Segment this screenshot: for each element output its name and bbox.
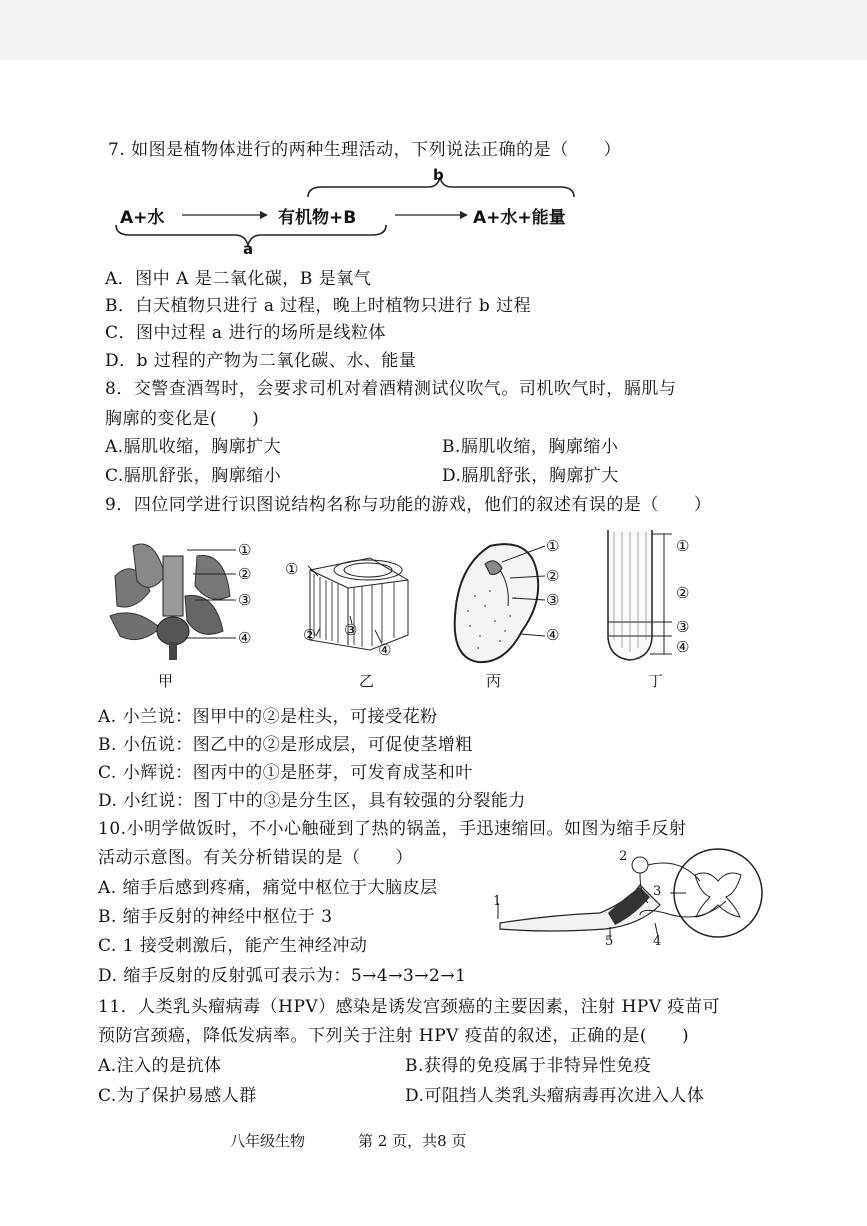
q9-stem: 9．四位同学进行识图说结构名称与功能的游戏，他们的叙述有误的是（ ） <box>105 495 712 515</box>
caption-jia: 甲 <box>158 672 174 690</box>
caption-ding: 丁 <box>648 672 664 690</box>
reflex-label-2: 2 <box>619 849 628 864</box>
seed-marker-3: ③ <box>546 591 560 609</box>
reflex-label-3: 3 <box>653 884 662 899</box>
reflex-label-5: 5 <box>605 934 614 949</box>
root-marker-4: ④ <box>676 638 690 656</box>
q11-option-c: C.为了保护易感人群 <box>98 1086 257 1106</box>
seed-marker-4: ④ <box>546 626 560 644</box>
root-marker-2: ② <box>676 584 690 602</box>
q7-stem: 7. 如图是植物体进行的两种生理活动，下列说法正确的是（ ） <box>108 140 622 160</box>
q7-option-a: A．图中 A 是二氧化碳，B 是氧气 <box>105 269 372 289</box>
q8-option-d: D.膈肌舒张，胸廓扩大 <box>442 466 619 486</box>
q9-option-d: D. 小红说：图丁中的③是分生区，具有较强的分裂能力 <box>98 791 526 811</box>
q10-option-d: D. 缩手反射的反射弧可表示为：5→4→3→2→1 <box>98 966 467 986</box>
q10-option-a: A. 缩手后感到疼痛，痛觉中枢位于大脑皮层 <box>98 878 438 898</box>
flower-marker-4: ④ <box>238 629 252 647</box>
q7-middle-term: 有机物+B <box>278 208 357 228</box>
flower-marker-1: ① <box>238 541 252 559</box>
figure-seed <box>450 536 560 671</box>
flower-marker-3: ③ <box>238 591 252 609</box>
stem-marker-4: ④ <box>378 641 392 659</box>
q8-option-a: A.膈肌收缩，胸廓扩大 <box>105 437 282 457</box>
stem-marker-2: ② <box>303 626 317 644</box>
q11-stem-line1: 11．人类乳头瘤病毒（HPV）感染是诱发宫颈癌的主要因素，注射 HPV 疫苗可 <box>98 997 721 1017</box>
q7-right-term: A+水+能量 <box>473 208 566 228</box>
q10-option-b: B. 缩手反射的神经中枢位于 3 <box>98 907 333 927</box>
q10-stem-line2: 活动示意图。有关分析错误的是（ ） <box>98 848 413 868</box>
root-marker-3: ③ <box>676 618 690 636</box>
q8-stem-line1: 8．交警查酒驾时，会要求司机对着酒精测试仪吹气。司机吹气时，膈肌与 <box>105 379 677 399</box>
reflex-label-4: 4 <box>653 934 662 949</box>
caption-yi: 乙 <box>359 672 375 690</box>
q8-option-c: C.膈肌舒张，胸廓缩小 <box>105 466 282 486</box>
q11-option-b: B.获得的免疫属于非特异性免疫 <box>405 1056 652 1076</box>
q10-option-c: C. 1 接受刺激后，能产生神经冲动 <box>98 936 368 956</box>
q7-left-term: A+水 <box>120 208 165 228</box>
footer-subject: 八年级生物 <box>230 1132 306 1150</box>
seed-marker-2: ② <box>546 567 560 585</box>
caption-bing: 丙 <box>486 672 502 690</box>
q11-stem-line2: 预防宫颈癌，降低发病率。下列关于注射 HPV 疫苗的叙述，正确的是( ) <box>98 1026 690 1046</box>
stem-marker-3: ③ <box>344 621 358 639</box>
q8-stem-line2: 胸廓的变化是( ) <box>105 409 260 429</box>
root-marker-1: ① <box>676 537 690 555</box>
q8-option-b: B.膈肌收缩，胸廓缩小 <box>442 437 619 457</box>
q7-option-b: B．白天植物只进行 a 过程，晚上时植物只进行 b 过程 <box>105 296 532 316</box>
flower-marker-2: ② <box>238 565 252 583</box>
scan-top-band <box>0 0 867 60</box>
figure-reflex-arc <box>490 845 770 955</box>
q7-brace-a-label: a <box>243 240 254 258</box>
q9-option-c: C. 小辉说：图丙中的①是胚芽，可发育成茎和叶 <box>98 763 473 783</box>
reflex-label-1: 1 <box>493 894 502 909</box>
q11-option-a: A.注入的是抗体 <box>98 1056 222 1076</box>
q9-option-b: B. 小伍说：图乙中的②是形成层，可促使茎增粗 <box>98 735 473 755</box>
seed-marker-1: ① <box>546 537 560 555</box>
q10-stem-line1: 10.小明学做饭时，不小心触碰到了热的锅盖，手迅速缩回。如图为缩手反射 <box>98 819 687 839</box>
stem-marker-1: ① <box>285 560 299 578</box>
footer-page-number: 第 2 页，共8 页 <box>358 1132 467 1150</box>
q7-brace-b-label: b <box>433 166 444 184</box>
q11-option-d: D.可阻挡人类乳头瘤病毒再次进入人体 <box>405 1086 705 1106</box>
q7-option-d: D．b 过程的产物为二氧化碳、水、能量 <box>105 351 417 371</box>
figure-root-tip <box>600 530 680 670</box>
q9-option-a: A. 小兰说：图甲中的②是柱头，可接受花粉 <box>98 707 438 727</box>
q7-option-c: C．图中过程 a 进行的场所是线粒体 <box>105 323 386 343</box>
